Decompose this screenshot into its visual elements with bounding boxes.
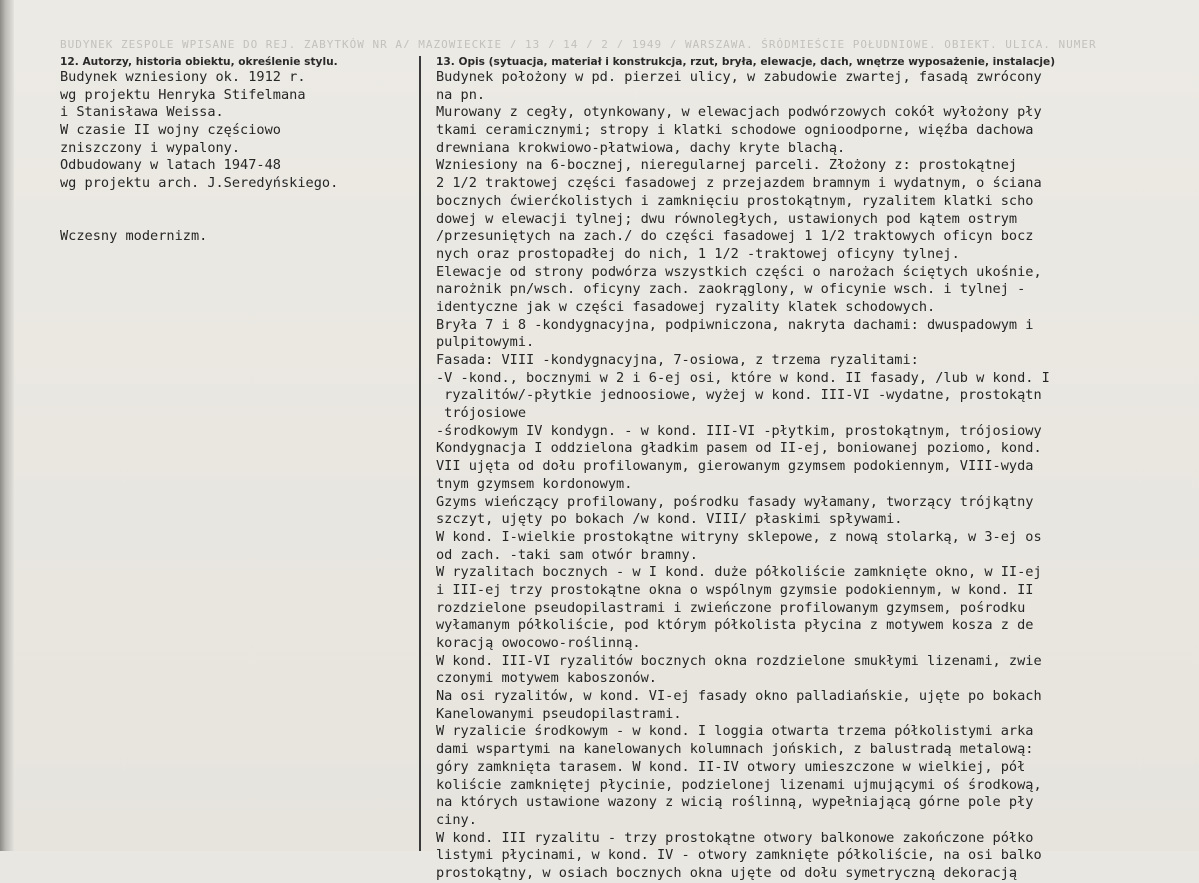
text-line: i III-ej trzy prostokątne okna o wspólnym gzymsie podokiennym, w kond. II <box>436 581 1034 598</box>
text-line: tnym gzymsem kordonowym. <box>436 475 633 492</box>
text-line: zniszczony i wypalony. <box>60 139 241 156</box>
text-line: góry zamknięta tarasem. W kond. II-IV otwory umieszczone w wielkiej, pół <box>436 758 1026 775</box>
text-line: W ryzalicie środkowym - w kond. I loggia otwarta trzema półkolistymi arka <box>436 723 1034 740</box>
text-line: koracją owocowo-roślinną. <box>436 635 641 651</box>
text-line: Murowany z cegły, otynkowany, w elewacjach podwórzowych cokół wyłożony pły <box>436 104 1042 121</box>
column-divider <box>419 56 421 851</box>
text-line: Wzniesiony na 6-bocznej, nieregularnej parceli. Złożony z: prostokątnej <box>436 157 1018 174</box>
text-line: dami wspartymi na kanelowanych kolumnach jońskich, z balustradą metalową: <box>436 741 1034 758</box>
text-line: rozdzielone pseudopilastrami i zwieńczone profilowanym gzymsem, pośrodku <box>436 599 1026 616</box>
text-line: pulpitowymi. <box>436 334 535 351</box>
text-line: dowej w elewacji tylnej; dwu równoległych, ustawionych pod kątem ostrym <box>436 210 1018 227</box>
text-line: tkami ceramicznymi; stropy i klatki schodowe ognioodporne, więźba dachowa <box>436 122 1034 139</box>
text-line: Odbudowany w latach 1947-48 <box>60 157 281 174</box>
faded-top-strip: BUDYNEK ZESPOLE WPISANE DO REJ. ZABYTKÓW NR A/ MAZOWIECKIE / 13 / 14 / 2 / 1949 / WARSZAWA, ŚRÓDMIEŚCIE POŁUDNIOWE, OBIEKT, ULICA, NUMER <box>60 38 1097 48</box>
text-line: czonymi motywem kaboszonów. <box>436 670 657 687</box>
text-line: ryzalitów/-płytkie jednoosiowe, wyżej w kond. III-VI -wydatne, prostokątn <box>436 387 1042 404</box>
text-line: trójosiowe <box>436 405 527 422</box>
text-line: Fasada: VIII -kondygnacyjna, 7-osiowa, z trzema ryzalitami: <box>436 352 919 368</box>
text-line: Elewacje od strony podwórza wszystkich części o narożach ściętych ukośnie, <box>436 263 1042 280</box>
text-line: wg projektu Henryka Stifelmana <box>60 86 306 103</box>
text-line: Kondygnacja I oddzielona gładkim pasem od II-ej, boniowanej poziomo, kond. <box>436 440 1042 457</box>
text-line: listymi płycinami, w kond. IV - otwory zamknięte półkoliście, na osi balko <box>436 847 1042 864</box>
text-line: prostokątny, w osiach bocznych okna ujęte od dołu symetryczną dekoracją <box>436 864 1018 881</box>
text-line: 2 1/2 traktowej części fasadowej z przejazdem bramnym i wydatnym, o ściana <box>436 175 1042 192</box>
text-line: identyczne jak w części fasadowej ryzality klatek schodowych. <box>436 298 936 315</box>
text-line: /przesuniętych na zach./ do części fasadowej 1 1/2 traktowych oficyn bocz <box>436 228 1034 245</box>
text-line: ciny. <box>436 811 477 828</box>
text-line: wyłamanym półkoliście, pod którym półkolista płycina z motywem kosza z de <box>436 617 1034 634</box>
text-line: na pn. <box>436 86 486 103</box>
text-line: Budynek wzniesiony ok. 1912 r. <box>60 69 306 85</box>
text-line: bocznych ćwierćkolistych i zamknięciu prostokątnym, ryzalitem klatki scho <box>436 192 1034 209</box>
text-line: wg projektu arch. J.Seredyńskiego. <box>60 175 339 192</box>
text-line: W ryzalitach bocznych - w I kond. duże półkoliście zamknięte okno, w II-ej <box>436 564 1042 581</box>
section-13-text <box>436 69 1196 883</box>
text-line: Na osi ryzalitów, w kond. VI-ej fasady okno palladiańskie, ujęte po bokach <box>436 688 1042 705</box>
text-line: W czasie II wojny częściowo <box>60 122 281 139</box>
section-12-header: 12. Autorzy, historia obiektu, określenie stylu. <box>60 56 338 68</box>
text-line: Bryła 7 i 8 -kondygnacyjna, podpiwniczona, nakryta dachami: dwuspadowym i <box>436 316 1034 333</box>
text-line: szczyt, ujęty po bokach /w kond. VIII/ płaskimi spływami. <box>436 511 903 528</box>
text-line: Gzyms wieńczący profilowany, pośrodku fasady wyłamany, tworzący trójkątny <box>436 493 1034 510</box>
text-line: W kond. III ryzalitu - trzy prostokątne otwory balkonowe zakończone półko <box>436 829 1034 846</box>
text-line: -V -kond., bocznymi w 2 i 6-ej osi, które w kond. II fasady, /lub w kond. I <box>436 369 1050 386</box>
page-edge-shadow <box>0 0 14 851</box>
text-line: -środkowym IV kondygn. - w kond. III-VI -płytkim, prostokątnym, trójosiowy <box>436 422 1042 439</box>
text-line: narożnik pn/wsch. oficyny zach. zaokrąglony, w oficynie wsch. i tylnej - <box>436 281 1026 298</box>
text-line: drewniana krokwiowo-płatwiowa, dachy kryte blachą. <box>436 139 846 156</box>
text-line: W kond. I-wielkie prostokątne witryny sklepowe, z nową stolarką, w 3-ej os <box>436 528 1042 545</box>
text-line: Kanelowanymi pseudopilastrami. <box>436 705 682 722</box>
text-line: Budynek położony w pd. pierzei ulicy, w zabudowie zwartej, fasadą zwrócony <box>436 69 1042 85</box>
text-line: nych oraz prostopadłej do nich, 1 1/2 -traktowej oficyny tylnej. <box>436 245 960 262</box>
text-line: od zach. -taki sam otwór bramny. <box>436 546 698 563</box>
text-line: VII ujęta od dołu profilowanym, gierowanym gzymsem podokiennym, VIII-wyda <box>436 458 1034 475</box>
text-line: W kond. III-VI ryzalitów bocznych okna rozdzielone smukłymi lizenami, zwie <box>436 652 1042 669</box>
style-note: Wczesny modernizm. <box>60 227 208 244</box>
text-line: i Stanisława Weissa. <box>60 104 224 121</box>
text-line: na których ustawione wazony z wicią roślinną, wypełniającą górne pole pły <box>436 794 1034 811</box>
section-13-header: 13. Opis (sytuacja, materiał i konstrukcja, rzut, bryła, elewacje, dach, wnętrze wyposażenie, instalacje) <box>436 56 1056 68</box>
text-line: koliście zamkniętej płycinie, podzielonej lizenami ujmującymi oś środkową, <box>436 776 1042 793</box>
section-12-text <box>60 69 415 246</box>
